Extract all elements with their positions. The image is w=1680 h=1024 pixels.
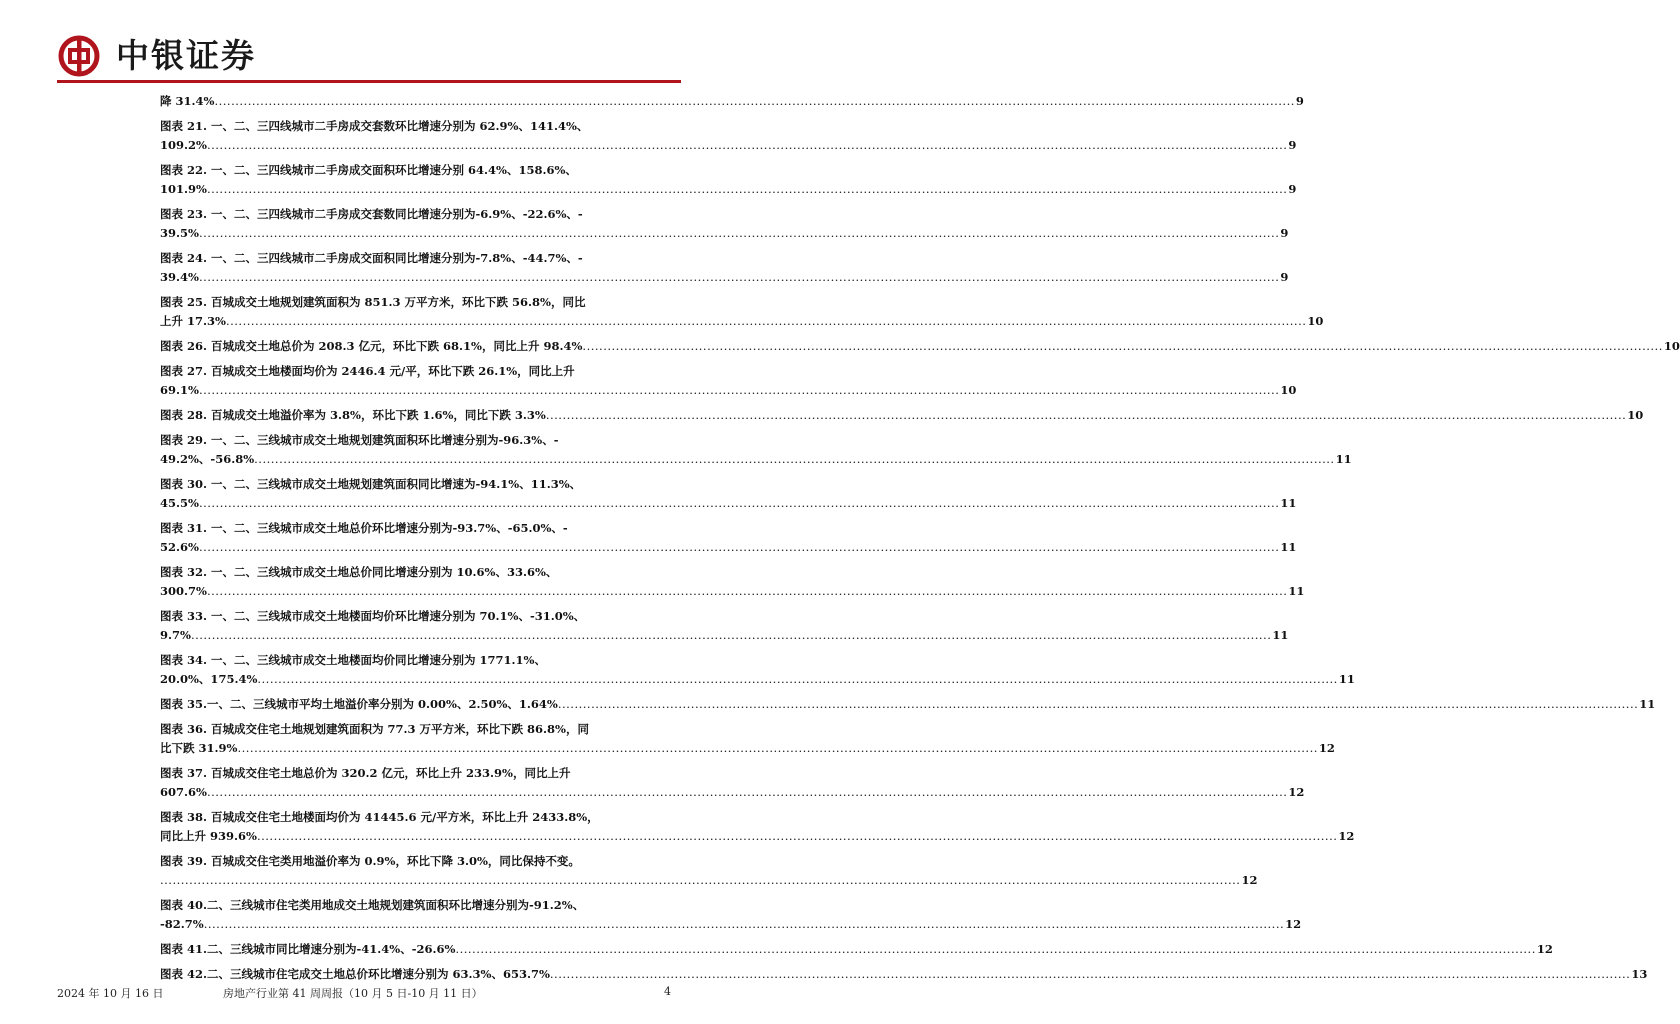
toc-entry[interactable] — [160, 720, 1335, 758]
toc-entry[interactable] — [160, 965, 1648, 984]
toc-entry[interactable] — [160, 896, 1302, 934]
toc-entry-continuation: 39.4% — [160, 270, 199, 284]
toc-page-number: 13 — [1631, 967, 1648, 981]
toc-page-number: 10 — [1663, 339, 1680, 353]
page-header — [0, 0, 724, 90]
toc-page-number: 12 — [1536, 942, 1553, 956]
toc-entry-title: 图表 33. 一、二、三线城市成交土地楼面均价环比增速分别为 70.1%、-31.0%、 — [160, 609, 586, 623]
report-date: 2024 年 10 月 16 日 — [57, 987, 164, 1000]
toc-page-number: 9 — [1280, 226, 1289, 240]
toc-entry-title: 图表 41.二、三线城市同比增速分别为-41.4%、-26.6% — [160, 942, 456, 956]
toc-entry-title: 图表 35.一、二、三线城市平均土地溢价率分别为 0.00%、2.50%、1.64% — [160, 697, 558, 711]
dot-leader: .................................................................................................................................................................................................................................................................... — [198, 383, 1280, 397]
toc-entry[interactable] — [160, 940, 1553, 959]
dot-leader: .................................................................................................................................................................................................................................................................... — [203, 917, 1285, 931]
dot-leader: .................................................................................................................................................................................................................................................................... — [549, 967, 1631, 981]
toc-entry-title: 图表 23. 一、二、三四线城市二手房成交套数同比增速分别为-6.9%、-22.6%、- — [160, 207, 583, 221]
toc-entry[interactable] — [160, 406, 1644, 425]
toc-entry-title: 图表 28. 百城成交土地溢价率为 3.8%，环比下跌 1.6%，同比下跌 3.3% — [160, 408, 546, 422]
toc-entry-title: 图表 29. 一、二、三线城市成交土地规划建筑面积环比增速分别为-96.3%、- — [160, 433, 559, 447]
toc-entry-continuation: 300.7% — [160, 584, 207, 598]
toc-page-number: 12 — [1288, 785, 1305, 799]
dot-leader: .................................................................................................................................................................................................................................................................... — [198, 226, 1280, 240]
dot-leader: .................................................................................................................................................................................................................................................................... — [206, 138, 1288, 152]
dot-leader: .................................................................................................................................................................................................................................................................... — [206, 182, 1288, 196]
toc-entry-title: 图表 38. 百城成交住宅土地楼面均价为 41445.6 元/平方米，环比上升 2433.8%， — [160, 810, 599, 824]
toc-page-number: 11 — [1280, 496, 1297, 510]
toc-entry-continuation: 上升 17.3% — [160, 314, 226, 328]
dot-leader: .................................................................................................................................................................................................................................................................... — [256, 829, 1338, 843]
toc-entry[interactable] — [160, 852, 1258, 890]
toc-entry[interactable] — [160, 808, 1355, 846]
toc-page-number: 9 — [1280, 270, 1289, 284]
toc-entry-title: 图表 26. 百城成交土地总价为 208.3 亿元，环比下跌 68.1%，同比上升 98.4% — [160, 339, 583, 353]
toc-entry-continuation: 39.5% — [160, 226, 199, 240]
page-number: 4 — [664, 985, 671, 998]
toc-entry-title: 降 31.4% — [160, 94, 215, 108]
dot-leader: .................................................................................................................................................................................................................................................................... — [455, 942, 1536, 956]
dot-leader: .................................................................................................................................................................................................................................................................... — [237, 741, 1318, 755]
toc-entry[interactable] — [160, 161, 1297, 199]
dot-leader: .................................................................................................................................................................................................................................................................... — [206, 785, 1288, 799]
toc-entry[interactable] — [160, 607, 1289, 645]
dot-leader: .................................................................................................................................................................................................................................................................... — [557, 697, 1639, 711]
page-footer — [57, 985, 681, 1001]
toc-entry-continuation: 101.9% — [160, 182, 207, 196]
toc-entry-title: 图表 22. 一、二、三四线城市二手房成交面积环比增速分别 64.4%、158.6%、 — [160, 163, 577, 177]
toc-page-number: 10 — [1280, 383, 1297, 397]
toc-entry[interactable] — [160, 337, 1680, 356]
dot-leader: .................................................................................................................................................................................................................................................................... — [198, 270, 1280, 284]
toc-entry-title: 图表 42.二、三线城市住宅成交土地总价环比增速分别为 63.3%、653.7% — [160, 967, 550, 981]
toc-page-number: 11 — [1338, 672, 1355, 686]
dot-leader: .................................................................................................................................................................................................................................................................... — [160, 873, 1241, 887]
toc-entry-title: 图表 40.二、三线城市住宅类用地成交土地规划建筑面积环比增速分别为-91.2%、 — [160, 898, 585, 912]
table-of-figures — [160, 92, 1680, 984]
toc-page-number: 12 — [1241, 873, 1258, 887]
dot-leader: .................................................................................................................................................................................................................................................................... — [257, 672, 1338, 686]
dot-leader: .................................................................................................................................................................................................................................................................... — [198, 540, 1280, 554]
bank-of-china-logo-icon — [57, 34, 101, 78]
toc-entry-continuation: 20.0%、175.4% — [160, 672, 258, 686]
toc-entry[interactable] — [160, 117, 1297, 155]
toc-page-number: 10 — [1307, 314, 1324, 328]
toc-entry-title: 图表 31. 一、二、三线城市成交土地总价环比增速分别为-93.7%、-65.0%、- — [160, 521, 568, 535]
toc-page-number: 11 — [1335, 452, 1352, 466]
toc-entry-title: 图表 37. 百城成交住宅土地总价为 320.2 亿元，环比上升 233.9%，同比上升 — [160, 766, 571, 780]
toc-entry-continuation: -82.7% — [160, 917, 204, 931]
toc-entry-title: 图表 36. 百城成交住宅土地规划建筑面积为 77.3 万平方米，环比下跌 86.8%，同 — [160, 722, 589, 736]
toc-entry-title: 图表 39. 百城成交住宅类用地溢价率为 0.9%，环比下降 3.0%，同比保持不变。 — [160, 854, 580, 868]
dot-leader: .................................................................................................................................................................................................................................................................... — [254, 452, 1335, 466]
toc-entry-title: 图表 34. 一、二、三线城市成交土地楼面均价同比增速分别为 1771.1%、 — [160, 653, 546, 667]
dot-leader: .................................................................................................................................................................................................................................................................... — [214, 94, 1295, 108]
toc-entry[interactable] — [160, 249, 1289, 287]
toc-entry[interactable] — [160, 362, 1297, 400]
toc-entry[interactable] — [160, 431, 1352, 469]
header-rule — [57, 80, 681, 83]
toc-page-number: 11 — [1288, 584, 1305, 598]
toc-entry-title: 图表 27. 百城成交土地楼面均价为 2446.4 元/平，环比下跌 26.1%，同比上升 — [160, 364, 575, 378]
toc-entry-title: 图表 32. 一、二、三线城市成交土地总价同比增速分别为 10.6%、33.6%、 — [160, 565, 558, 579]
toc-page-number: 11 — [1639, 697, 1656, 711]
toc-entry[interactable] — [160, 205, 1289, 243]
toc-page-number: 9 — [1288, 138, 1297, 152]
toc-entry[interactable] — [160, 695, 1656, 714]
toc-page-number: 9 — [1288, 182, 1297, 196]
toc-entry-continuation: 比下跌 31.9% — [160, 741, 238, 755]
dot-leader: .................................................................................................................................................................................................................................................................... — [198, 496, 1280, 510]
toc-entry-title: 图表 24. 一、二、三四线城市二手房成交面积同比增速分别为-7.8%、-44.7%、- — [160, 251, 583, 265]
toc-page-number: 10 — [1627, 408, 1644, 422]
toc-entry-continuation: 同比上升 939.6% — [160, 829, 257, 843]
toc-entry[interactable] — [160, 293, 1324, 331]
report-title: 房地产行业第 41 周周报（10 月 5 日-10 月 11 日） — [223, 987, 483, 1000]
toc-entry-continuation: 45.5% — [160, 496, 199, 510]
toc-page-number: 12 — [1285, 917, 1302, 931]
dot-leader: .................................................................................................................................................................................................................................................................... — [582, 339, 1663, 353]
brand-name: 中银证券 — [116, 36, 256, 75]
toc-entry-title: 图表 21. 一、二、三四线城市二手房成交套数环比增速分别为 62.9%、141.4%、 — [160, 119, 589, 133]
toc-entry[interactable] — [160, 651, 1355, 689]
toc-entry-continuation: 49.2%、-56.8% — [160, 452, 255, 466]
toc-page-number: 9 — [1295, 94, 1304, 108]
toc-entry[interactable] — [160, 92, 1304, 111]
dot-leader: .................................................................................................................................................................................................................................................................... — [206, 584, 1288, 598]
toc-page-number: 12 — [1338, 829, 1355, 843]
toc-entry-title: 图表 30. 一、二、三线城市成交土地规划建筑面积同比增速为-94.1%、11.3%、 — [160, 477, 582, 491]
toc-entry-continuation: 9.7% — [160, 628, 191, 642]
dot-leader: .................................................................................................................................................................................................................................................................... — [190, 628, 1272, 642]
toc-entry[interactable] — [160, 764, 1305, 802]
toc-entry[interactable] — [160, 519, 1297, 557]
toc-entry[interactable] — [160, 475, 1297, 513]
toc-page-number: 12 — [1318, 741, 1335, 755]
toc-entry-continuation: 607.6% — [160, 785, 207, 799]
toc-entry-continuation: 69.1% — [160, 383, 199, 397]
dot-leader: .................................................................................................................................................................................................................................................................... — [225, 314, 1307, 328]
toc-entry[interactable] — [160, 563, 1305, 601]
toc-page-number: 11 — [1280, 540, 1297, 554]
dot-leader: .................................................................................................................................................................................................................................................................... — [545, 408, 1627, 422]
toc-entry-title: 图表 25. 百城成交土地规划建筑面积为 851.3 万平方米，环比下跌 56.8%，同比 — [160, 295, 586, 309]
toc-entry-continuation: 52.6% — [160, 540, 199, 554]
toc-page-number: 11 — [1272, 628, 1289, 642]
toc-entry-continuation: 109.2% — [160, 138, 207, 152]
